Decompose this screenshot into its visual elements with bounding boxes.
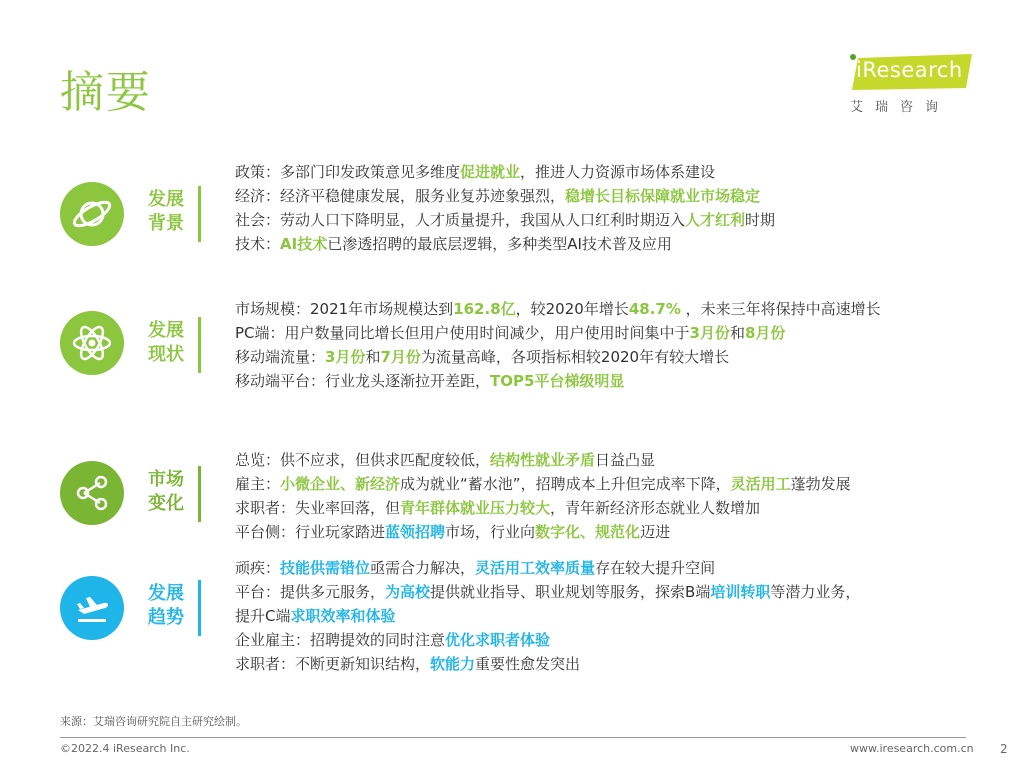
section-label	[144, 582, 188, 630]
share-icon	[60, 461, 124, 525]
line-text: 迈进	[640, 523, 671, 541]
summary-line	[235, 628, 995, 652]
section-divider	[198, 466, 201, 522]
section-label-line2: 趋势	[148, 607, 184, 628]
highlight-text: 为高校	[385, 583, 431, 601]
line-text: 雇主：	[235, 475, 281, 493]
section-trend	[0, 556, 1024, 686]
line-text: 求职者：失业率回落，但	[235, 499, 401, 517]
section-lines	[235, 160, 995, 256]
line-text: 和	[365, 348, 381, 366]
copyright-text: ©2022.4 iResearch Inc.	[60, 742, 190, 755]
line-text: 提供就业指导、职业规划等服务，探索B端	[430, 583, 711, 601]
section-lines	[235, 297, 995, 393]
line-text: 企业雇主：招聘提效的同时注意	[235, 631, 446, 649]
section-divider	[198, 317, 201, 373]
logo-brand-text: iResearch	[856, 58, 963, 82]
line-text: 技术：	[235, 235, 281, 253]
summary-line	[235, 496, 995, 520]
section-label	[144, 468, 188, 516]
line-text: 等潜力业务，	[770, 583, 861, 601]
line-text: 市场，行业向	[445, 523, 536, 541]
section-label-line2: 变化	[148, 493, 184, 514]
line-text: 成为就业“蓄水池”，招聘成本上升但完成率下降，	[400, 475, 731, 493]
section-status	[0, 297, 1024, 397]
section-lines	[235, 556, 995, 676]
highlight-text: 求职效率和体验	[290, 607, 396, 625]
section-label-line1: 发展	[148, 189, 184, 210]
summary-line	[235, 448, 995, 472]
line-text: 政策：多部门印发政策意见多维度	[235, 163, 461, 181]
highlight-text: 48.7%	[628, 300, 681, 318]
section-lines	[235, 448, 995, 544]
highlight-text: 培训转职	[710, 583, 771, 601]
section-market-change	[0, 448, 1024, 548]
line-text: 社会：劳动人口下降明显，人才质量提升，我国从人口红利时期迈入	[235, 211, 686, 229]
highlight-text: AI技术	[280, 235, 328, 253]
highlight-text: 3月份	[325, 348, 366, 366]
summary-line	[235, 160, 995, 184]
page-title: 摘要	[60, 67, 152, 118]
line-text: 市场规模：2021年市场规模达到	[235, 300, 454, 318]
section-label-line1: 市场	[148, 469, 184, 490]
line-text: 移动端流量：	[235, 348, 326, 366]
summary-line	[235, 232, 995, 256]
highlight-text: TOP5平台梯级明显	[490, 372, 625, 390]
highlight-text: 数字化、规范化	[535, 523, 641, 541]
line-text: 平台：提供多元服务，	[235, 583, 386, 601]
summary-line	[235, 184, 995, 208]
highlight-text: 3月份	[689, 324, 730, 342]
line-text: 总览：供不应求，但供求匹配度较低，	[235, 451, 491, 469]
atom-icon	[60, 311, 124, 375]
highlight-text: 162.8亿	[453, 300, 516, 318]
line-text: PC端：用户数量同比增长但用户使用时间减少，用户使用时间集中于	[235, 324, 690, 342]
highlight-text: 促进就业	[460, 163, 521, 181]
summary-line	[235, 520, 995, 544]
line-text: 重要性愈发突出	[475, 655, 581, 673]
footer-divider	[60, 737, 966, 738]
line-text: 存在较大提升空间	[595, 559, 716, 577]
highlight-text: 青年群体就业压力较大	[400, 499, 551, 517]
section-label-line2: 现状	[148, 344, 184, 365]
line-text: 已渗透招聘的最底层逻辑，多种类型AI技术普及应用	[327, 235, 672, 253]
section-label-line1: 发展	[148, 320, 184, 341]
line-text: 移动端平台：行业龙头逐渐拉开差距，	[235, 372, 491, 390]
summary-line	[235, 208, 995, 232]
section-icon-circle	[60, 311, 124, 375]
section-label	[144, 188, 188, 236]
summary-line	[235, 580, 995, 604]
summary-line	[235, 369, 995, 393]
website-link[interactable]: www.iresearch.com.cn	[850, 742, 974, 755]
summary-line	[235, 556, 995, 580]
source-note: 来源：艾瑞咨询研究院自主研究绘制。	[60, 715, 247, 728]
section-label-line2: 背景	[148, 213, 184, 234]
section-icon-circle	[60, 576, 124, 640]
planet-icon	[60, 182, 124, 246]
highlight-text: 优化求职者体验	[445, 631, 551, 649]
highlight-text: 灵活用工	[730, 475, 791, 493]
line-text: 提升C端	[235, 607, 291, 625]
line-text: ，未来三年将保持中高速增长	[680, 300, 881, 318]
summary-line	[235, 297, 995, 321]
section-background	[0, 160, 1024, 260]
line-text: ，推进人力资源市场体系建设	[520, 163, 716, 181]
line-text: 经济：经济平稳健康发展，服务业复苏迹象强烈，	[235, 187, 566, 205]
section-icon-circle	[60, 461, 124, 525]
highlight-text: 人才红利	[685, 211, 746, 229]
summary-line	[235, 604, 995, 628]
line-text: 和	[729, 324, 745, 342]
line-text: ，青年新经济形态就业人数增加	[550, 499, 761, 517]
section-divider	[198, 580, 201, 636]
line-text: 蓬勃发展	[790, 475, 851, 493]
summary-line	[235, 345, 995, 369]
summary-line	[235, 652, 995, 676]
section-divider	[198, 186, 201, 242]
section-label-line1: 发展	[148, 583, 184, 604]
highlight-text: 灵活用工效率质量	[475, 559, 596, 577]
line-text: 顽疾：	[235, 559, 281, 577]
highlight-text: 结构性就业矛盾	[490, 451, 596, 469]
line-text: 日益凸显	[595, 451, 656, 469]
highlight-text: 稳增长目标保障就业市场稳定	[565, 187, 761, 205]
iresearch-logo	[846, 54, 976, 116]
line-text: ，较2020年增长	[515, 300, 629, 318]
highlight-text: 软能力	[430, 655, 476, 673]
summary-line	[235, 472, 995, 496]
highlight-text: 蓝领招聘	[385, 523, 446, 541]
summary-line	[235, 321, 995, 345]
highlight-text: 7月份	[380, 348, 421, 366]
highlight-text: 小微企业、新经济	[280, 475, 401, 493]
highlight-text: 8月份	[744, 324, 786, 342]
page-number: 2	[1000, 742, 1008, 756]
logo-cn-text: 艾瑞咨询	[850, 100, 951, 115]
airplane-icon	[60, 576, 124, 640]
line-text: 时期	[745, 211, 776, 229]
highlight-text: 技能供需错位	[280, 559, 371, 577]
section-label	[144, 319, 188, 367]
section-icon-circle	[60, 182, 124, 246]
line-text: 平台侧：行业玩家踏进	[235, 523, 386, 541]
line-text: 为流量高峰，各项指标相较2020年有较大增长	[420, 348, 730, 366]
line-text: 亟需合力解决，	[370, 559, 476, 577]
line-text: 求职者：不断更新知识结构，	[235, 655, 431, 673]
